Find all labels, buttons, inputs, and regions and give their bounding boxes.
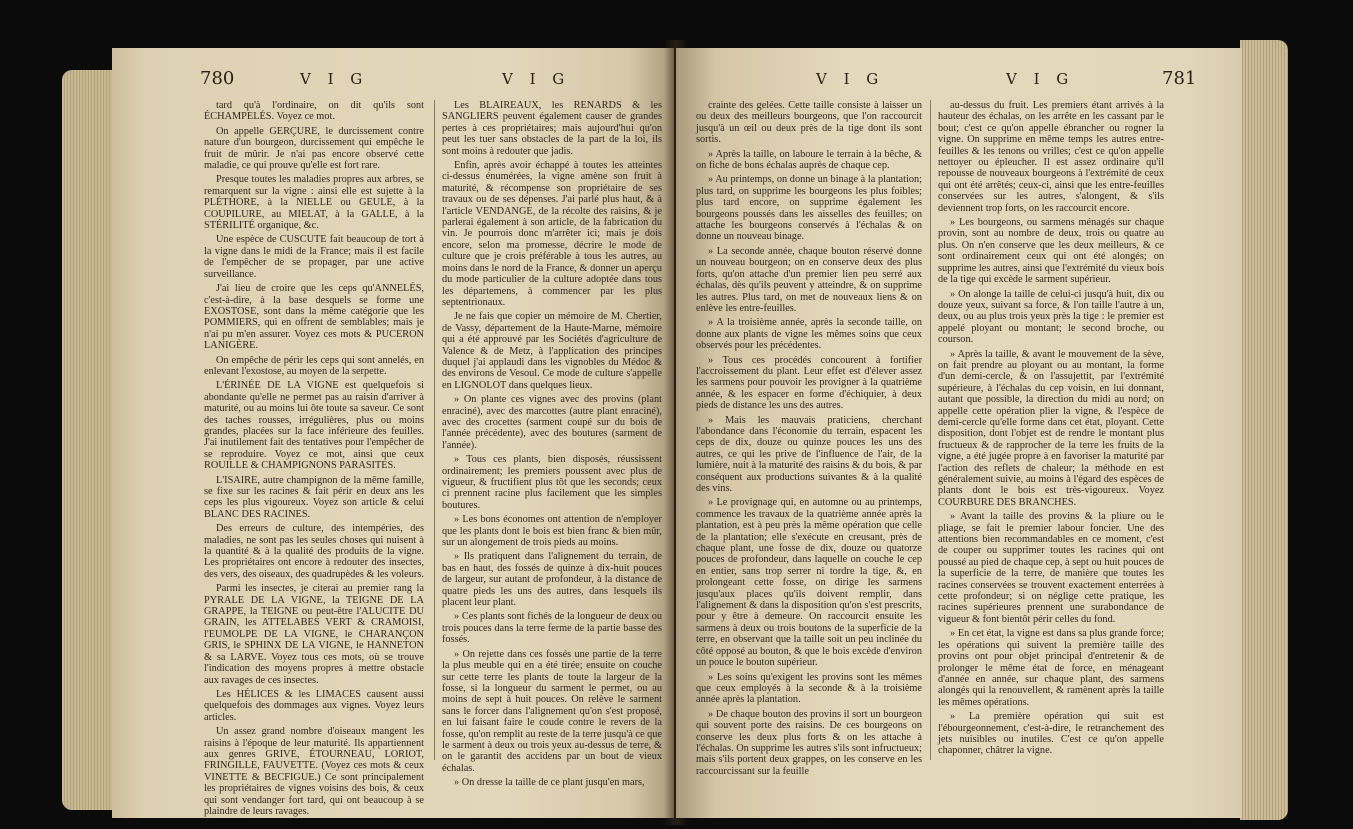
right-page (676, 48, 1242, 818)
paragraph: » On alonge la taille de celui-ci jusqu'à huit, dix ou douze yeux, suivant sa force, & l'on taille l'autre à un, deux, ou au plus trois yeux près la tige : le premier est appelé ployant ou montant; le second broche, ou courson. (938, 288, 1164, 346)
paragraph: On empêche de périr les ceps qui sont annelés, en enlevant l'exostose, au moyen de la serpette. (204, 354, 424, 377)
paragraph: » Mais les mauvais praticiens, cherchant l'abondance dans l'économie du terrain, espacent les ceps de dix, douze ou quinze pouces les uns des autres, ce qui les prive de l'influence de l'air, de la lumière, nuit à la maturité des raisins & du bois, & par conséquent aux productions suivantes & à la qualité des vins. (696, 414, 922, 494)
paragraph: Les HÉLICES & les LIMACES causent aussi quelquefois des dommages aux vignes. Voyez leurs articles. (204, 688, 424, 723)
paragraph: » Après la taille, on laboure le terrain à la bêche, & on fiche de bons échalas auprès de chaque cep. (696, 148, 922, 172)
paragraph: » On plante ces vignes avec des provins (plant enraciné), avec des marcottes (autre plant enraciné), avec des crocettes (sarment coupé sur du bois de l'année précédente), avec des boutures (sarment de l'année). (442, 394, 662, 451)
right-running-header-2: V I G (1006, 70, 1075, 88)
paragraph: Les BLAIREAUX, les RENARDS & les SANGLIERS peuvent également causer de grandes pertes à ces propriétaires; mais aujourd'hui qu'on peut les tuer sans obstacles de la part de la loi, ils sont moins à redouter que jadis. (442, 100, 662, 157)
paragraph: » Les bons économes ont attention de n'employer que les plants dont le bois est bien franc & bien mûr, sur un alongement de trois pieds au moins. (442, 514, 662, 549)
left-column-2 (442, 100, 662, 792)
left-column-1 (204, 100, 424, 818)
paragraph: » Avant la taille des provins & la pliure ou le pliage, se fait le premier labour foncier. Une des attentions bien recommandables en ce moment, c'est de couper ou supprimer toutes les racines qui ont poussé au pied de chaque cep, à sept ou huit pouces de la superficie de la terre, de manière que toutes les racines conservées se trouvent exactement enterrées à cette profondeur; si on néglige cette pratique, les racines supérieures prennent une surabondance de vigueur & font bientôt périr celles du fond. (938, 511, 1164, 625)
right-page-stack-edge (1240, 40, 1288, 820)
right-column-2 (938, 100, 1164, 760)
paragraph: » Au printemps, on donne un binage à la plantation; plus tard, on supprime les bourgeons les plus foibles; plus tard encore, on supprime également les bourgeons poussés dans les aisselles des feuilles; on attache les bourgeons conservés à l'échalas & on donne un nouveau binage. (696, 174, 922, 243)
right-column-1 (696, 100, 922, 780)
paragraph: L'ÉRINÉE DE LA VIGNE est quelquefois si abondante qu'elle ne permet pas au raisin d'arriver à maturité, ou au moins lui ôte toute sa saveur. Ce sont des taches rousses, irrégulières, plus ou moins grandes, placées sur la face inférieure des feuilles. J'ai inutilement fait des tentatives pour l'empêcher de se reproduire. Voyez ce mot, ainsi que ceux ROUILLE & CHAMPIGNONS PARASITES. (204, 380, 424, 472)
column-rule (930, 100, 931, 760)
paragraph: » En cet état, la vigne est dans sa plus grande force; les opérations qui suivent la première taille des provins ont pour objet principal d'entretenir & de prolonger le même état de force, en ménageant d'année en année, sur chaque plant, des sarmens alongés qui la renouvellent, & ramènent après la taille les mêmes opérations. (938, 628, 1164, 708)
paragraph: Parmi les insectes, je citerai au premier rang la PYRALE DE LA VIGNE, la TEIGNE DE LA GRAPPE, la TEIGNE ou peut-être l'ALUCITE DU GRAIN, les ATTELABES VERT & CRAMOISI, l'EUMOLPE DE LA VIGNE, le CHARANÇON GRIS, le SPHINX DE LA VIGNE, le HANNETON & sa LARVE. Voyez tous ces mots, où se trouve l'indication des moyens propres à mettre obstacle aux ravages de ces insectes. (204, 583, 424, 686)
paragraph: tard qu'à l'ordinaire, on dit qu'ils sont ÉCHAMPELÉS. Voyez ce mot. (204, 100, 424, 123)
paragraph: » De chaque bouton des provins il sort un bourgeon qui souvent porte des raisins. De ces bourgeons on conserve les deux plus forts & on les attache à l'échalas. On supprime les autres s'ils sont infructueux; mais s'ils portent deux grappes, on les conserve en les raccourcissant sur la feuille (696, 708, 922, 777)
left-running-header-1: V I G (300, 70, 369, 88)
paragraph: » Les bourgeons, ou sarmens ménagés sur chaque provin, sont au nombre de deux, trois ou quatre au plus. On n'en conserve que les deux meilleurs, & ce sont ordinairement ceux qui ont été alongés; on supprime les autres, ainsi que l'extrémité du vieux bois de la tige qui excède le sarment supérieur. (938, 217, 1164, 286)
paragraph: L'ISAIRE, autre champignon de la même famille, se fixe sur les racines & fait périr en deux ans les ceps les plus vigoureux. Voyez son article & celui BLANC DES RACINES. (204, 474, 424, 520)
paragraph: » Ces plants sont fichés de la longueur de deux ou trois pouces dans la terre ferme de la partie basse des fossés. (442, 611, 662, 646)
paragraph: » Tous ces plants, bien disposés, réussissent ordinairement; les premiers poussent avec plus de vigueur, & fructifient plus tôt que les seconds; ceux ci prennent racine plus facilement que les simples boutures. (442, 454, 662, 511)
paragraph: » Après la taille, & avant le mouvement de la sève, on fait prendre au ployant ou au montant, la forme d'un demi-cercle, & on l'assujettit, par l'extrémité supérieure, à l'échalas du cep voisin, en lui donnant, autant que possible, la direction du midi au nord; on appelle cette opération plier la vigne, & l'espèce de demi-cercle qu'elle forme dans cet état, ployant. Cette disposition, dont l'objet est de rendre le montant plus fructueux & de rapprocher de la terre les fruits de la vigne, a été jugée propre à en favoriser la maturité par l'action des reflets de chaleur; la méthode en est généralement suivie, au moins à l'égard des espèces de plants dont le bois est très-vigoureux. Voyez COURBURE DES BRANCHES. (938, 348, 1164, 508)
paragraph: » La première opération qui suit est l'ébourgeonnement, c'est-à-dire, le retranchement des jets nuisibles ou inutiles. C'est ce qu'on appelle chaponner, châtrer la vigne. (938, 711, 1164, 757)
paragraph: » La seconde année, chaque bouton réservé donne un nouveau bourgeon; on en conserve deux des plus forts, qu'on attache d'un premier lien peu serré aux échalas, dès qu'ils peuvent y atteindre, & on supprime les autres. Plus tard, on met de nouveaux liens & on enlève les entre-feuilles. (696, 245, 922, 314)
paragraph: Presque toutes les maladies propres aux arbres, se remarquent sur la vigne : ainsi elle est sujette à la PLÉTHORE, à la NIELLE ou GEULE, à la COUPILURE, au MIELAT, à la GALLE, à la STÉRILITÉ organique, &c. (204, 174, 424, 232)
paragraph: Une espèce de CUSCUTE fait beaucoup de tort à la vigne dans le midi de la France; mais il est facile de l'empêcher de se propager, par une active surveillance. (204, 234, 424, 280)
paragraph: » On dresse la taille de ce plant jusqu'en mars, (454, 777, 645, 789)
paragraph: » A la troisième année, après la seconde taille, on donne aux plants de vigne les mêmes soins que ceux observés pour les précédentes. (696, 317, 922, 352)
right-running-header-1: V I G (816, 70, 885, 88)
left-running-header-2: V I G (502, 70, 571, 88)
paragraph: Un assez grand nombre d'oiseaux mangent les raisins à l'époque de leur maturité. Ils appartiennent aux genres GRIVE, ÉTOURNEAU, LORIOT, FRINGILLE, FAUVETTE. (Voyez ces mots & ceux VINETTE & BECFIGUE.) Ce sont principalement les propriétaires de vignes voisins des bois, & ceux qui sont vendanger fort tard, qui ont beaucoup à se plaindre de leurs ravages. (204, 726, 424, 817)
left-page-number: 780 (200, 68, 235, 89)
paragraph: » On rejette dans ces fossés une partie de la terre la plus meuble qui en a été tirée; ensuite on couche sur cette terre les plants de toute la largeur de la fosse, si la longueur du sarment le permet, ou au moins de sept à huit pouces. On relève le sarment sans le forcer dans l'alignement qu'on s'est proposé, en lui faisant faire le coude contre le revers de la fosse, qu'on remplit au reste de la terre jusqu'à ce que le sarment à deux ou trois yeux au-dessus de terre, & on le garantit des accidens par un bout de vieux échalas. (442, 648, 662, 774)
paragraph: » Le provignage qui, en automne ou au printemps, commence les travaux de la quatrième année après la plantation, est à peu près la même opération que celle de la plantation; elle s'exécute en creusant, près de chaque plant, une fosse de dix, douze ou quatorze pouces de profondeur, dans laquelle on couche le cep en entier, sans trop serrer ni tordre la tige, &, en prolongeant cette fosse, on dirige les sarmens jusqu'aux places qu'ils doivent remplir, dans l'alignement & dans la disposition qu'on s'est prescrits, pour y être à demeure. On raccourcit ensuite les sarmens à deux ou trois boutons de la superficie de la terre, en observant que la taille soit un peu inclinée du côté opposé au bouton, & que le bois excède d'environ un pouce le bouton supérieur. (696, 497, 922, 669)
paragraph: » Ils pratiquent dans l'alignement du terrain, de bas en haut, des fossés de quinze à dix-huit pouces de largeur, sur autant de profondeur, à la distance de quatre pieds les uns des autres, dans lesquels ils placent leur plant. (442, 551, 662, 609)
paragraph: J'ai lieu de croire que les ceps qu'ANNELÉS, c'est-à-dire, à la base desquels se forme une EXOSTOSE, sont dans la même catégorie que les POMMIERS, qui en offrent de semblables; mais je n'ai pu m'en assurer. Voyez ces mots & PUCERON LANIGÈRE. (204, 283, 424, 352)
paragraph: Enfin, après avoir échappé à toutes les atteintes ci-dessus énumérées, la vigne amène son fruit à maturité, & récompense son propriétaire de ses travaux ou de ses dépenses. J'ai parlé plus haut, & à l'article VENDANGE, de la récolte des raisins, & je parlerai également à son article, de la fabrication du vin. Je pourrois donc m'arrêter ici; mais je dois encore, selon ma promesse, décrire le mode de culture que je crois préférable à tous les autres, au moins dans le nord de la France, & donner un aperçu du mode particulier de la culture adoptée dans tous les départemens, à commencer par les plus septentrionaux. (442, 160, 662, 308)
column-rule (434, 100, 435, 760)
paragraph: On appelle GERÇURE, le durcissement contre nature d'un bourgeon, durcissement qui empêche le fruit de mûrir. Je n'ai pas encore observé cette maladie, ce qui prouve qu'elle est fort rare. (204, 125, 424, 172)
paragraph: crainte des gelées. Cette taille consiste à laisser un ou deux des meilleurs bourgeons, que l'on raccourcit jusqu'à un œil ou deux près de la tige dont ils sont sortis. (696, 100, 922, 146)
paragraph: » Tous ces procédés concourent à fortifier l'accroissement du plant. Leur effet est d'élever assez les sarmens pour pouvoir les provigner à la quatrième année, & les espacer en forme d'échiquier, à deux pieds de distance les uns des autres. (696, 354, 922, 412)
paragraph: au-dessus du fruit. Les premiers étant arrivés à la hauteur des échalas, on les arrête en les cassant par le bout; c'est ce qu'on appelle ébrancher ou rogner la vigne. On supprime en même temps les autres entre-feuilles & les tenons ou vrilles; c'est ce qu'on appelle nettoyer ou épleucher. Il est assez ordinaire qu'il repousse de nouveaux bourgeons à l'extrémité de ceux qui ont été arrêtés; ceux-ci, ainsi que les entre-feuilles conservées sur les autres, s'alongent, & s'ils deviennent trop forts, on les raccourcit encore. (938, 100, 1164, 214)
left-page-stack-edge (62, 70, 114, 810)
right-page-number: 781 (1162, 68, 1197, 89)
left-page (112, 48, 674, 818)
paragraph: Des erreurs de culture, des intempéries, des maladies, ne sont pas les seules choses qui nuisent à la quantité & à la qualité des produits de la vigne. Les propriétaires ont encore à redouter des insectes, des vers, des oiseaux, des quadrupèdes & les voleurs. (204, 523, 424, 580)
paragraph: Je ne fais que copier un mémoire de M. Chertier, de Vassy, département de la Haute-Marne, mémoire qui a été approuvé par les Sociétés d'agriculture de Valence & de Metz, à l'application des principes duquel j'ai applaudi dans les vignobles du Médoc & des environs de Vesoul. Ce mode de culture s'appelle en LIGNOLOT dans quelques lieux. (442, 311, 662, 391)
paragraph: » Les soins qu'exigent les provins sont les mêmes que ceux employés à la seconde & à la troisième année après la plantation. (696, 671, 922, 706)
